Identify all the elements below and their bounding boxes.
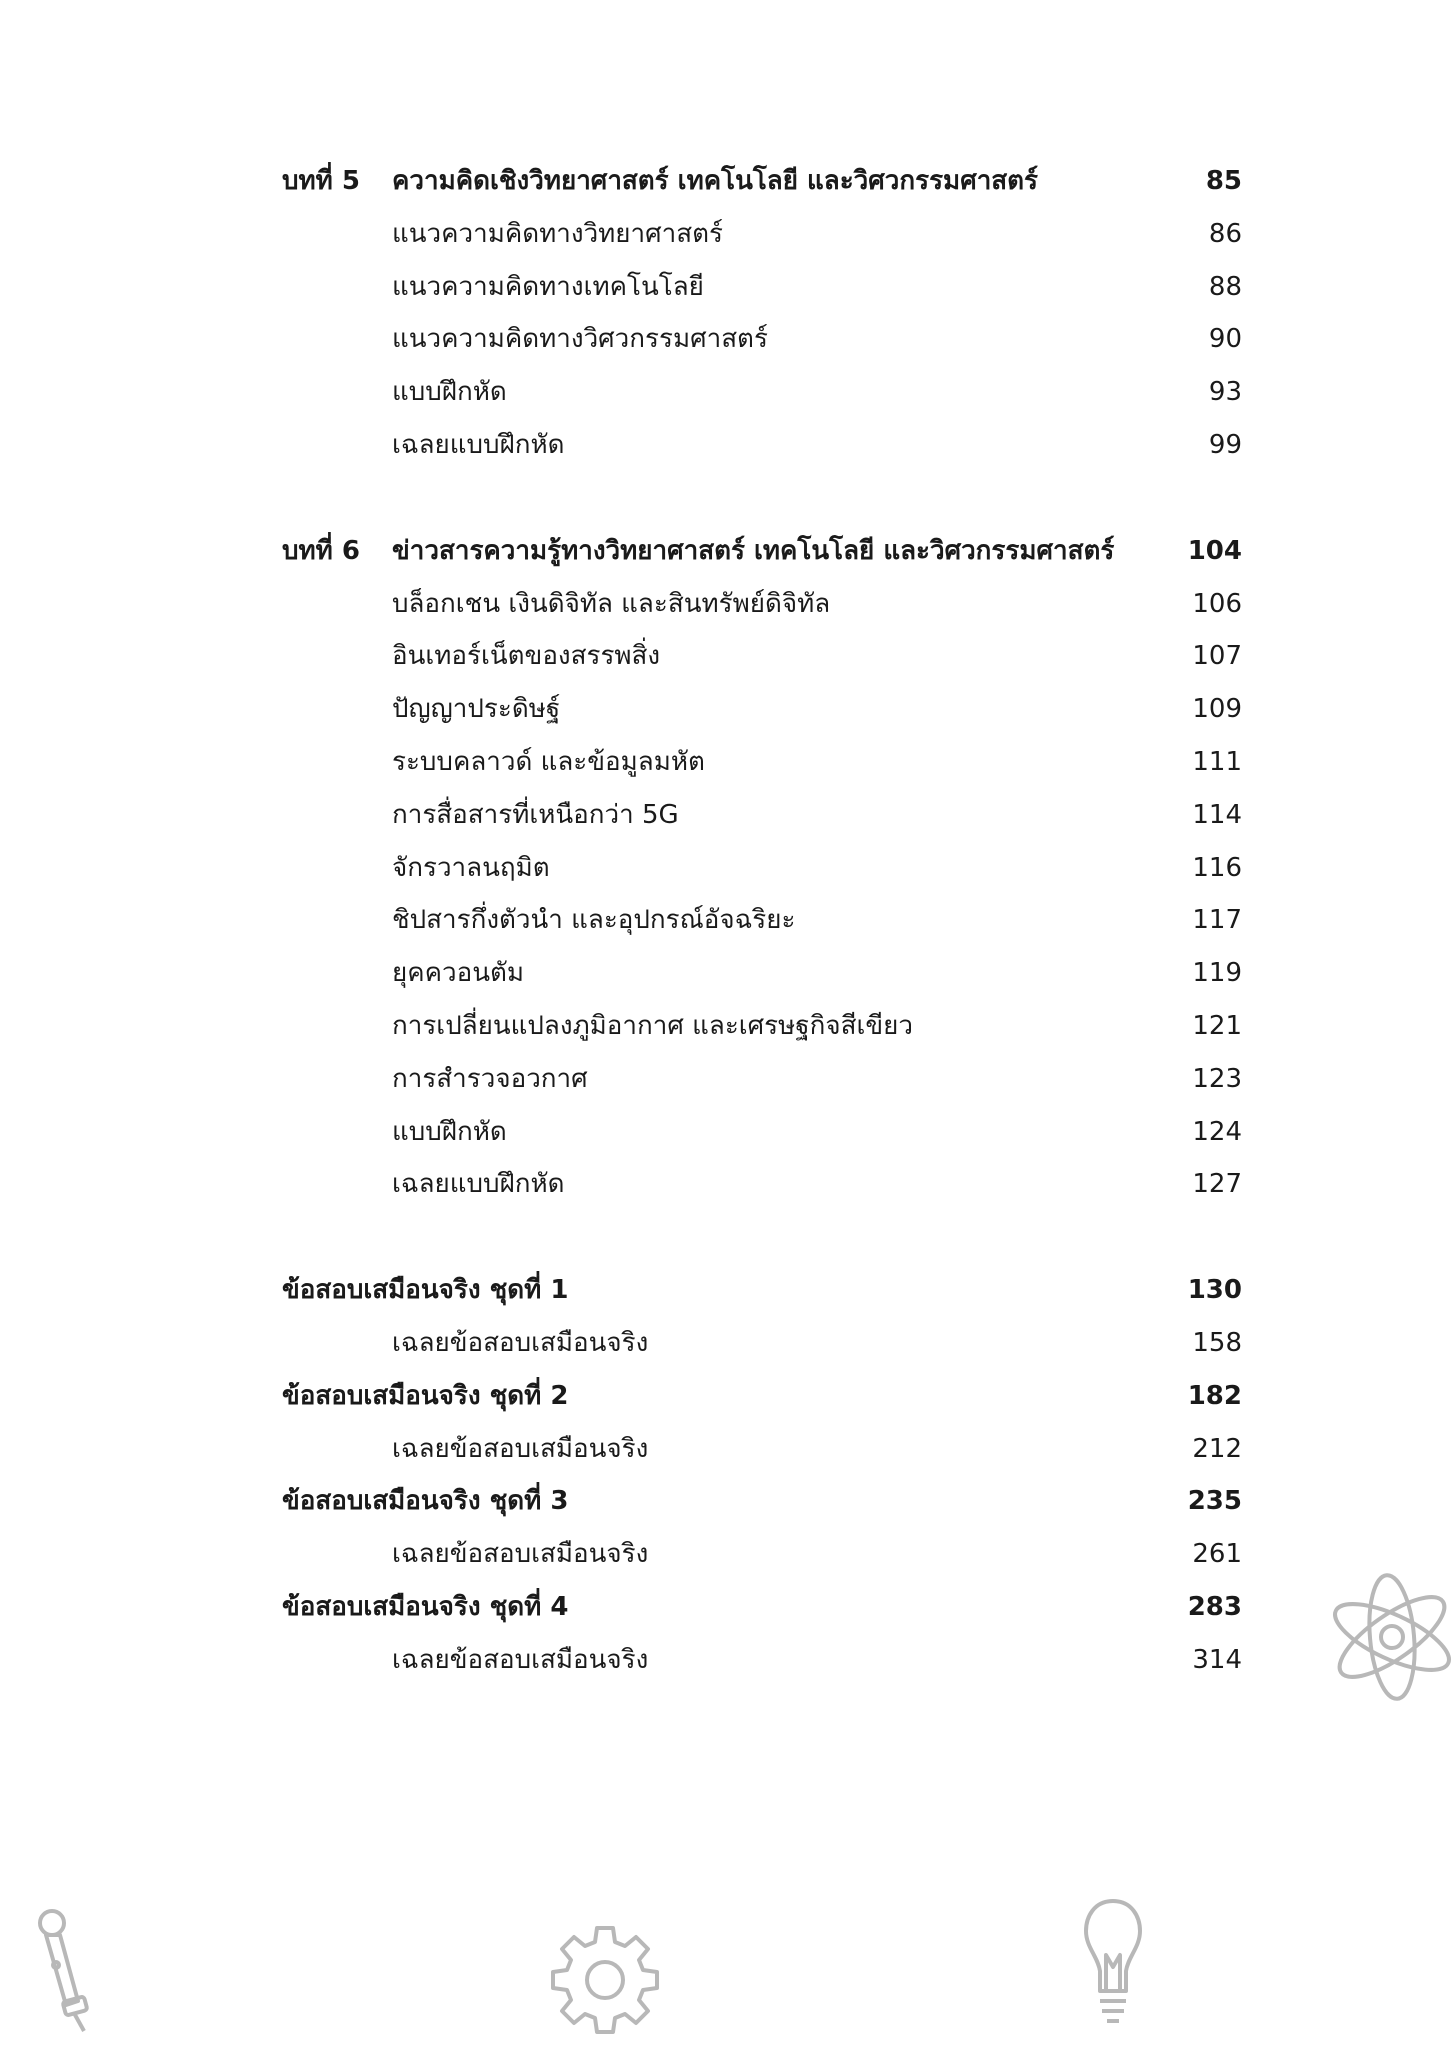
toc-answer-row[interactable]: [282, 1634, 1262, 1687]
toc-exam-row[interactable]: [282, 1475, 1262, 1528]
item-title: เฉลยแบบฝึกหัด: [392, 429, 565, 460]
toc-answer-row[interactable]: [282, 1528, 1262, 1581]
item-title: การสำรวจอวกาศ: [392, 1063, 588, 1094]
toc-item-row[interactable]: [282, 1053, 1262, 1106]
toc-item-row[interactable]: [282, 419, 1262, 472]
toc-item-row[interactable]: [282, 578, 1262, 631]
page-number: 104: [1187, 535, 1242, 566]
page-number: 85: [1205, 166, 1242, 196]
toc-chapter-row[interactable]: [282, 525, 1262, 578]
page-number: 88: [1208, 271, 1242, 302]
item-title: เฉลยแบบฝึกหัด: [392, 1169, 565, 1200]
page-number: 130: [1187, 1275, 1242, 1306]
item-title: บล็อกเชน เงินดิจิทัล และสินทรัพย์ดิจิทัล: [392, 588, 831, 619]
page-number: 106: [1192, 588, 1242, 619]
page-number: 314: [1192, 1644, 1242, 1675]
page-number: 235: [1187, 1486, 1242, 1517]
toc-item-row[interactable]: [282, 1000, 1262, 1053]
item-title: แบบฝึกหัด: [392, 1116, 507, 1147]
toc-item-row[interactable]: [282, 736, 1262, 789]
toc-item-row[interactable]: [282, 683, 1262, 736]
wrench-icon: [30, 1905, 110, 2035]
chapter-number: บทที่ 5: [282, 166, 360, 196]
toc-exam-row[interactable]: [282, 1264, 1262, 1317]
toc-answer-row[interactable]: [282, 1317, 1262, 1370]
toc-item-row[interactable]: [282, 1158, 1262, 1211]
answer-title: เฉลยข้อสอบเสมือนจริง: [392, 1644, 649, 1675]
answer-title: เฉลยข้อสอบเสมือนจริง: [392, 1433, 649, 1464]
item-title: ชิปสารกึ่งตัวนำ และอุปกรณ์อัจฉริยะ: [392, 905, 796, 936]
toc-item-row[interactable]: [282, 208, 1262, 261]
page-number: 121: [1192, 1010, 1242, 1041]
page-number: 158: [1192, 1327, 1242, 1358]
table-of-contents: [282, 155, 1262, 1687]
toc-chapter-row[interactable]: [282, 155, 1262, 208]
item-title: จักรวาลนฤมิต: [392, 852, 550, 883]
page-number: 114: [1192, 799, 1242, 830]
toc-item-row[interactable]: [282, 313, 1262, 366]
exam-title: ข้อสอบเสมือนจริง ชุดที่ 4: [282, 1591, 569, 1622]
exam-title: ข้อสอบเสมือนจริง ชุดที่ 1: [282, 1275, 569, 1306]
item-title: แนวความคิดทางเทคโนโลยี: [392, 271, 704, 302]
page-number: 86: [1208, 218, 1242, 249]
toc-exam-row[interactable]: [282, 1370, 1262, 1423]
page-number: 182: [1187, 1380, 1242, 1411]
page-number: 109: [1192, 694, 1242, 725]
item-title: แนวความคิดทางวิศวกรรมศาสตร์: [392, 324, 768, 355]
exam-title: ข้อสอบเสมือนจริง ชุดที่ 2: [282, 1380, 569, 1411]
page-number: 116: [1192, 852, 1242, 883]
item-title: ยุคควอนตัม: [392, 958, 525, 989]
toc-item-row[interactable]: [282, 1106, 1262, 1159]
page-number: 119: [1192, 958, 1242, 989]
chapter-title: ข่าวสารความรู้ทางวิทยาศาสตร์ เทคโนโลยี และวิศวกรรมศาสตร์: [392, 535, 1115, 566]
page-number: 107: [1192, 641, 1242, 672]
chapter-number: บทที่ 6: [282, 535, 360, 566]
item-title: การสื่อสารที่เหนือกว่า 5G: [392, 799, 679, 830]
gear-icon: [545, 1920, 665, 2040]
answer-title: เฉลยข้อสอบเสมือนจริง: [392, 1539, 649, 1570]
page-number: 124: [1192, 1116, 1242, 1147]
toc-item-row[interactable]: [282, 261, 1262, 314]
page-number: 111: [1192, 746, 1242, 777]
page-number: 123: [1192, 1063, 1242, 1094]
answer-title: เฉลยข้อสอบเสมือนจริง: [392, 1327, 649, 1358]
page-number: 99: [1208, 429, 1242, 460]
page-number: 261: [1192, 1539, 1242, 1570]
chapter-title: ความคิดเชิงวิทยาศาสตร์ เทคโนโลยี และวิศวกรรมศาสตร์: [392, 166, 1039, 196]
section-spacer: [282, 1211, 1262, 1264]
page-number: 127: [1192, 1169, 1242, 1200]
atom-icon: [1322, 1572, 1456, 1702]
page-number: 117: [1192, 905, 1242, 936]
toc-exam-row[interactable]: [282, 1581, 1262, 1634]
item-title: การเปลี่ยนแปลงภูมิอากาศ และเศรษฐกิจสีเขียว: [392, 1010, 913, 1041]
toc-item-row[interactable]: [282, 366, 1262, 419]
item-title: ระบบคลาวด์ และข้อมูลมหัต: [392, 746, 705, 777]
page-number: 212: [1192, 1433, 1242, 1464]
item-title: อินเทอร์เน็ตของสรรพสิ่ง: [392, 641, 661, 672]
exam-title: ข้อสอบเสมือนจริง ชุดที่ 3: [282, 1486, 569, 1517]
toc-item-row[interactable]: [282, 842, 1262, 895]
page-number: 93: [1208, 377, 1242, 408]
toc-item-row[interactable]: [282, 789, 1262, 842]
toc-answer-row[interactable]: [282, 1423, 1262, 1476]
toc-item-row[interactable]: [282, 947, 1262, 1000]
item-title: ปัญญาประดิษฐ์: [392, 694, 561, 725]
toc-item-row[interactable]: [282, 630, 1262, 683]
section-spacer: [282, 472, 1262, 525]
item-title: แบบฝึกหัด: [392, 377, 507, 408]
page-number: 90: [1208, 324, 1242, 355]
item-title: แนวความคิดทางวิทยาศาสตร์: [392, 218, 723, 249]
lightbulb-icon: [1080, 1895, 1146, 2045]
toc-item-row[interactable]: [282, 894, 1262, 947]
page-number: 283: [1187, 1591, 1242, 1622]
